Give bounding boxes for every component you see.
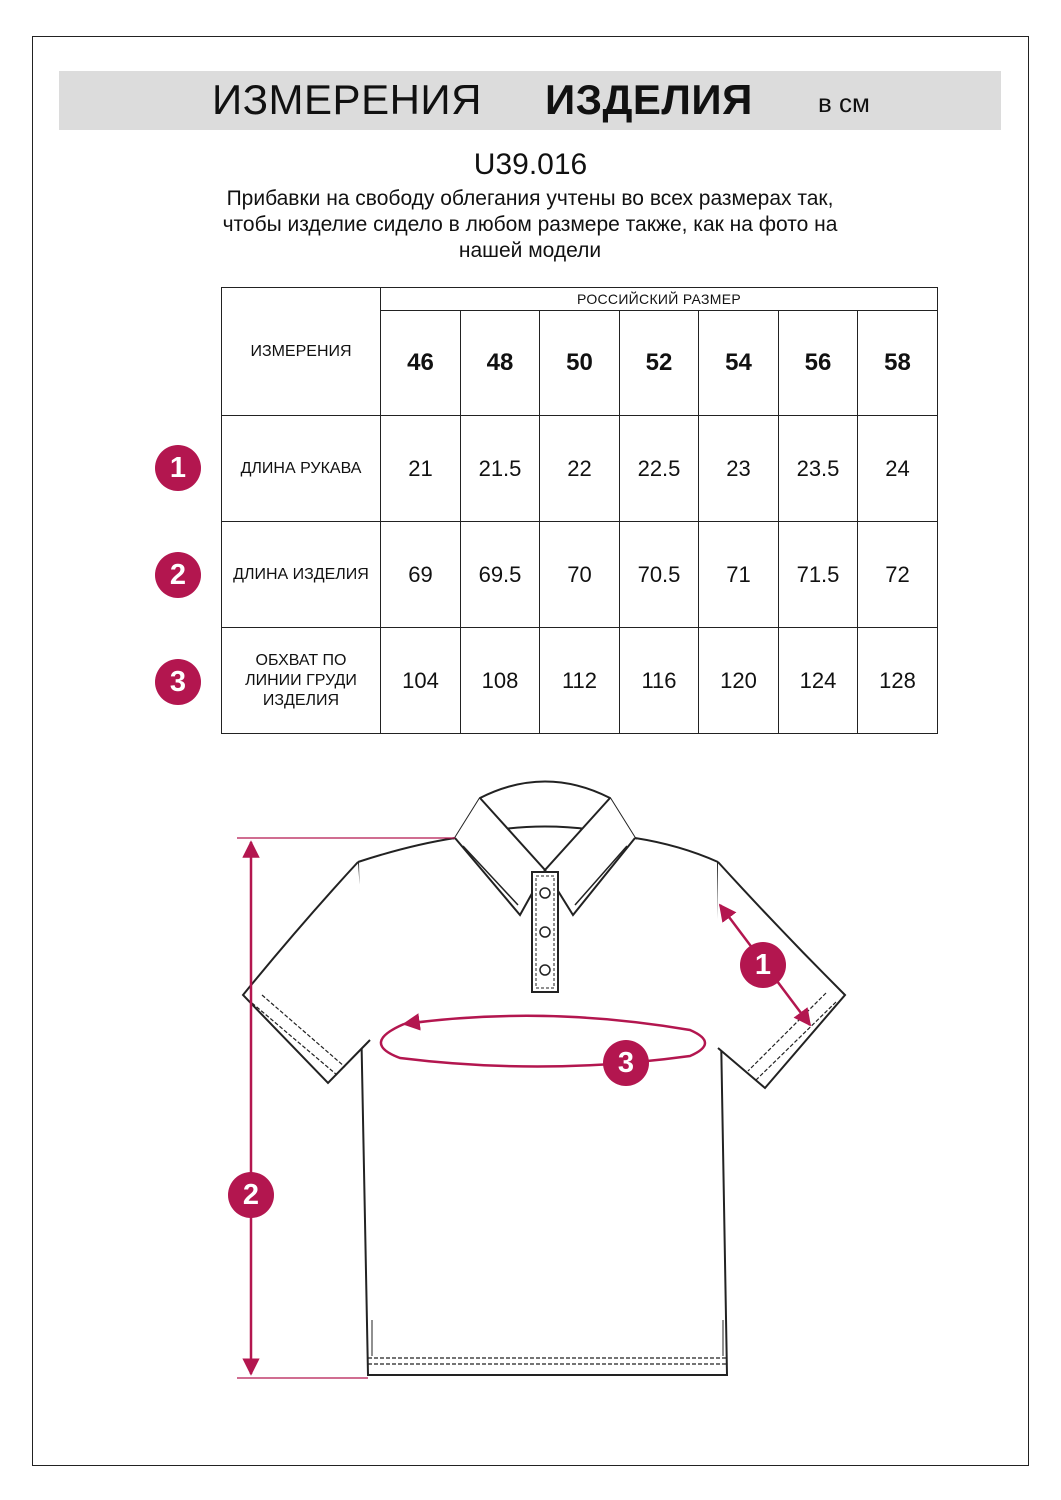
title-garment: ИЗДЕЛИЯ [545, 76, 753, 123]
table-cell: 128 [858, 628, 938, 734]
table-cell: 70.5 [620, 522, 699, 628]
table-cell: 72 [858, 522, 938, 628]
table-cell: 71.5 [779, 522, 858, 628]
size-header: 52 [620, 311, 699, 416]
size-header: 50 [540, 311, 620, 416]
size-header: 48 [461, 311, 540, 416]
model-code: U39.016 [473, 148, 588, 181]
row-label-line: ЛИНИИ ГРУДИ [245, 671, 357, 689]
row-number-badge: 1 [155, 445, 201, 491]
polo-shirt-outline [243, 782, 845, 1376]
table-cell: 69.5 [461, 522, 540, 628]
size-group-header: РОССИЙСКИЙ РАЗМЕР [381, 288, 938, 311]
title-unit: в см [818, 88, 870, 118]
fit-note-line: чтобы изделие сидело в любом размере также, как на фото на [222, 213, 838, 236]
table-cell: 104 [381, 628, 461, 734]
table-cell: 24 [858, 416, 938, 522]
row-number-badge: 2 [155, 552, 201, 598]
table-cell: 124 [779, 628, 858, 734]
table-cell: 21 [381, 416, 461, 522]
table-cell: 116 [620, 628, 699, 734]
row-label: ДЛИНА ИЗДЕЛИЯ [222, 522, 381, 628]
sleeve-marker: 1 [740, 942, 786, 988]
table-cell: 21.5 [461, 416, 540, 522]
table-cell: 23 [699, 416, 779, 522]
length-marker: 2 [228, 1172, 274, 1218]
measure-header: ИЗМЕРЕНИЯ [222, 288, 381, 416]
size-header: 46 [381, 311, 461, 416]
table-cell: 71 [699, 522, 779, 628]
table-cell: 22.5 [620, 416, 699, 522]
row-number-badge: 3 [155, 659, 201, 705]
size-header: 54 [699, 311, 779, 416]
table-cell: 112 [540, 628, 620, 734]
size-header: 58 [858, 311, 938, 416]
row-label: ДЛИНА РУКАВА [222, 416, 381, 522]
size-header: 56 [779, 311, 858, 416]
row-label-line: ОБХВАТ ПО [255, 651, 347, 669]
table-cell: 120 [699, 628, 779, 734]
table-cell: 22 [540, 416, 620, 522]
table-cell: 69 [381, 522, 461, 628]
fit-note-line: нашей модели [458, 239, 602, 262]
table-cell: 108 [461, 628, 540, 734]
fit-note-line: Прибавки на свободу облегания учтены во всех размерах так, [226, 187, 834, 210]
title-measurements: ИЗМЕРЕНИЯ [212, 76, 482, 123]
table-cell: 70 [540, 522, 620, 628]
row-label-line: ИЗДЕЛИЯ [262, 691, 340, 709]
table-cell: 23.5 [779, 416, 858, 522]
chest-marker: 3 [603, 1040, 649, 1086]
